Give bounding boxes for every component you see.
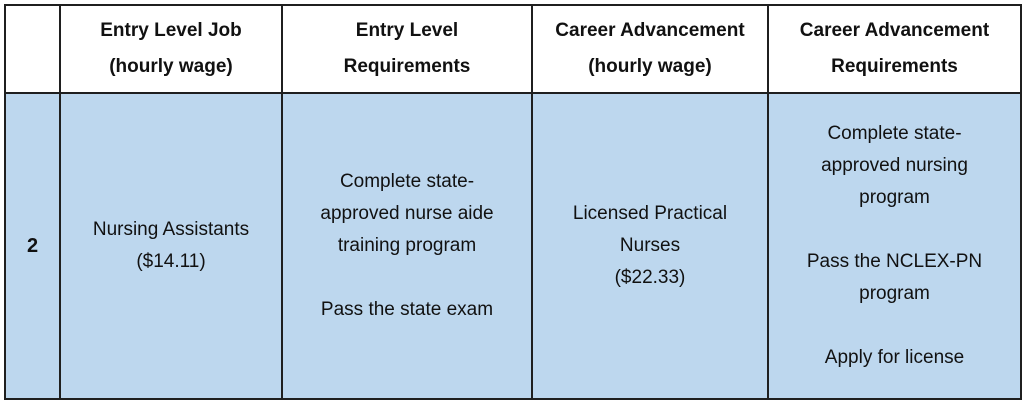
entry-req-1-line2: approved nurse aide [320,203,494,224]
advancement-requirements-cell [768,93,1021,399]
advancement-job-wage: ($22.33) [614,267,686,288]
advancement-job-title-line2: Nurses [619,235,681,256]
header-entry-level-requirements [282,5,532,93]
adv-req-3: Apply for license [824,347,965,368]
adv-req-1-line2: approved nursing [821,155,968,176]
entry-job-cell [60,93,282,399]
entry-req-2: Pass the state exam [320,299,494,320]
header-cell-empty [5,5,60,93]
header-row [5,5,1021,93]
adv-req-1-line1: Complete state- [827,123,962,144]
header-entry-level-job-line1: Entry Level Job [100,20,242,41]
header-career-advancement-requirements-line1: Career Advancement [799,20,990,41]
advancement-job-cell [532,93,768,399]
adv-req-2-line2: program [859,283,930,304]
header-career-advancement-requirements-line2: Requirements [831,56,958,77]
entry-job-wage: ($14.11) [136,251,206,272]
adv-req-1-line3: program [859,187,930,208]
spacer [779,310,1010,342]
header-career-advancement [532,5,768,93]
entry-requirements-cell [282,93,532,399]
header-career-advancement-requirements [768,5,1021,93]
header-entry-level-job-line2: (hourly wage) [109,56,233,77]
entry-req-1-line3: training program [337,235,477,256]
spacer [779,214,1010,246]
row-number: 2 [5,93,60,399]
table-row [5,93,1021,399]
entry-job-title: Nursing Assistants [92,219,250,240]
entry-req-1-line1: Complete state- [339,171,475,192]
career-path-table [4,4,1022,400]
header-career-advancement-line1: Career Advancement [555,20,745,41]
advancement-job-title-line1: Licensed Practical [572,203,728,224]
header-career-advancement-line2: (hourly wage) [588,56,712,77]
header-entry-level-requirements-line1: Entry Level [355,20,459,41]
spacer [293,262,521,294]
header-entry-level-job [60,5,282,93]
header-entry-level-requirements-line2: Requirements [343,56,471,77]
adv-req-2-line1: Pass the NCLEX-PN [806,251,983,272]
